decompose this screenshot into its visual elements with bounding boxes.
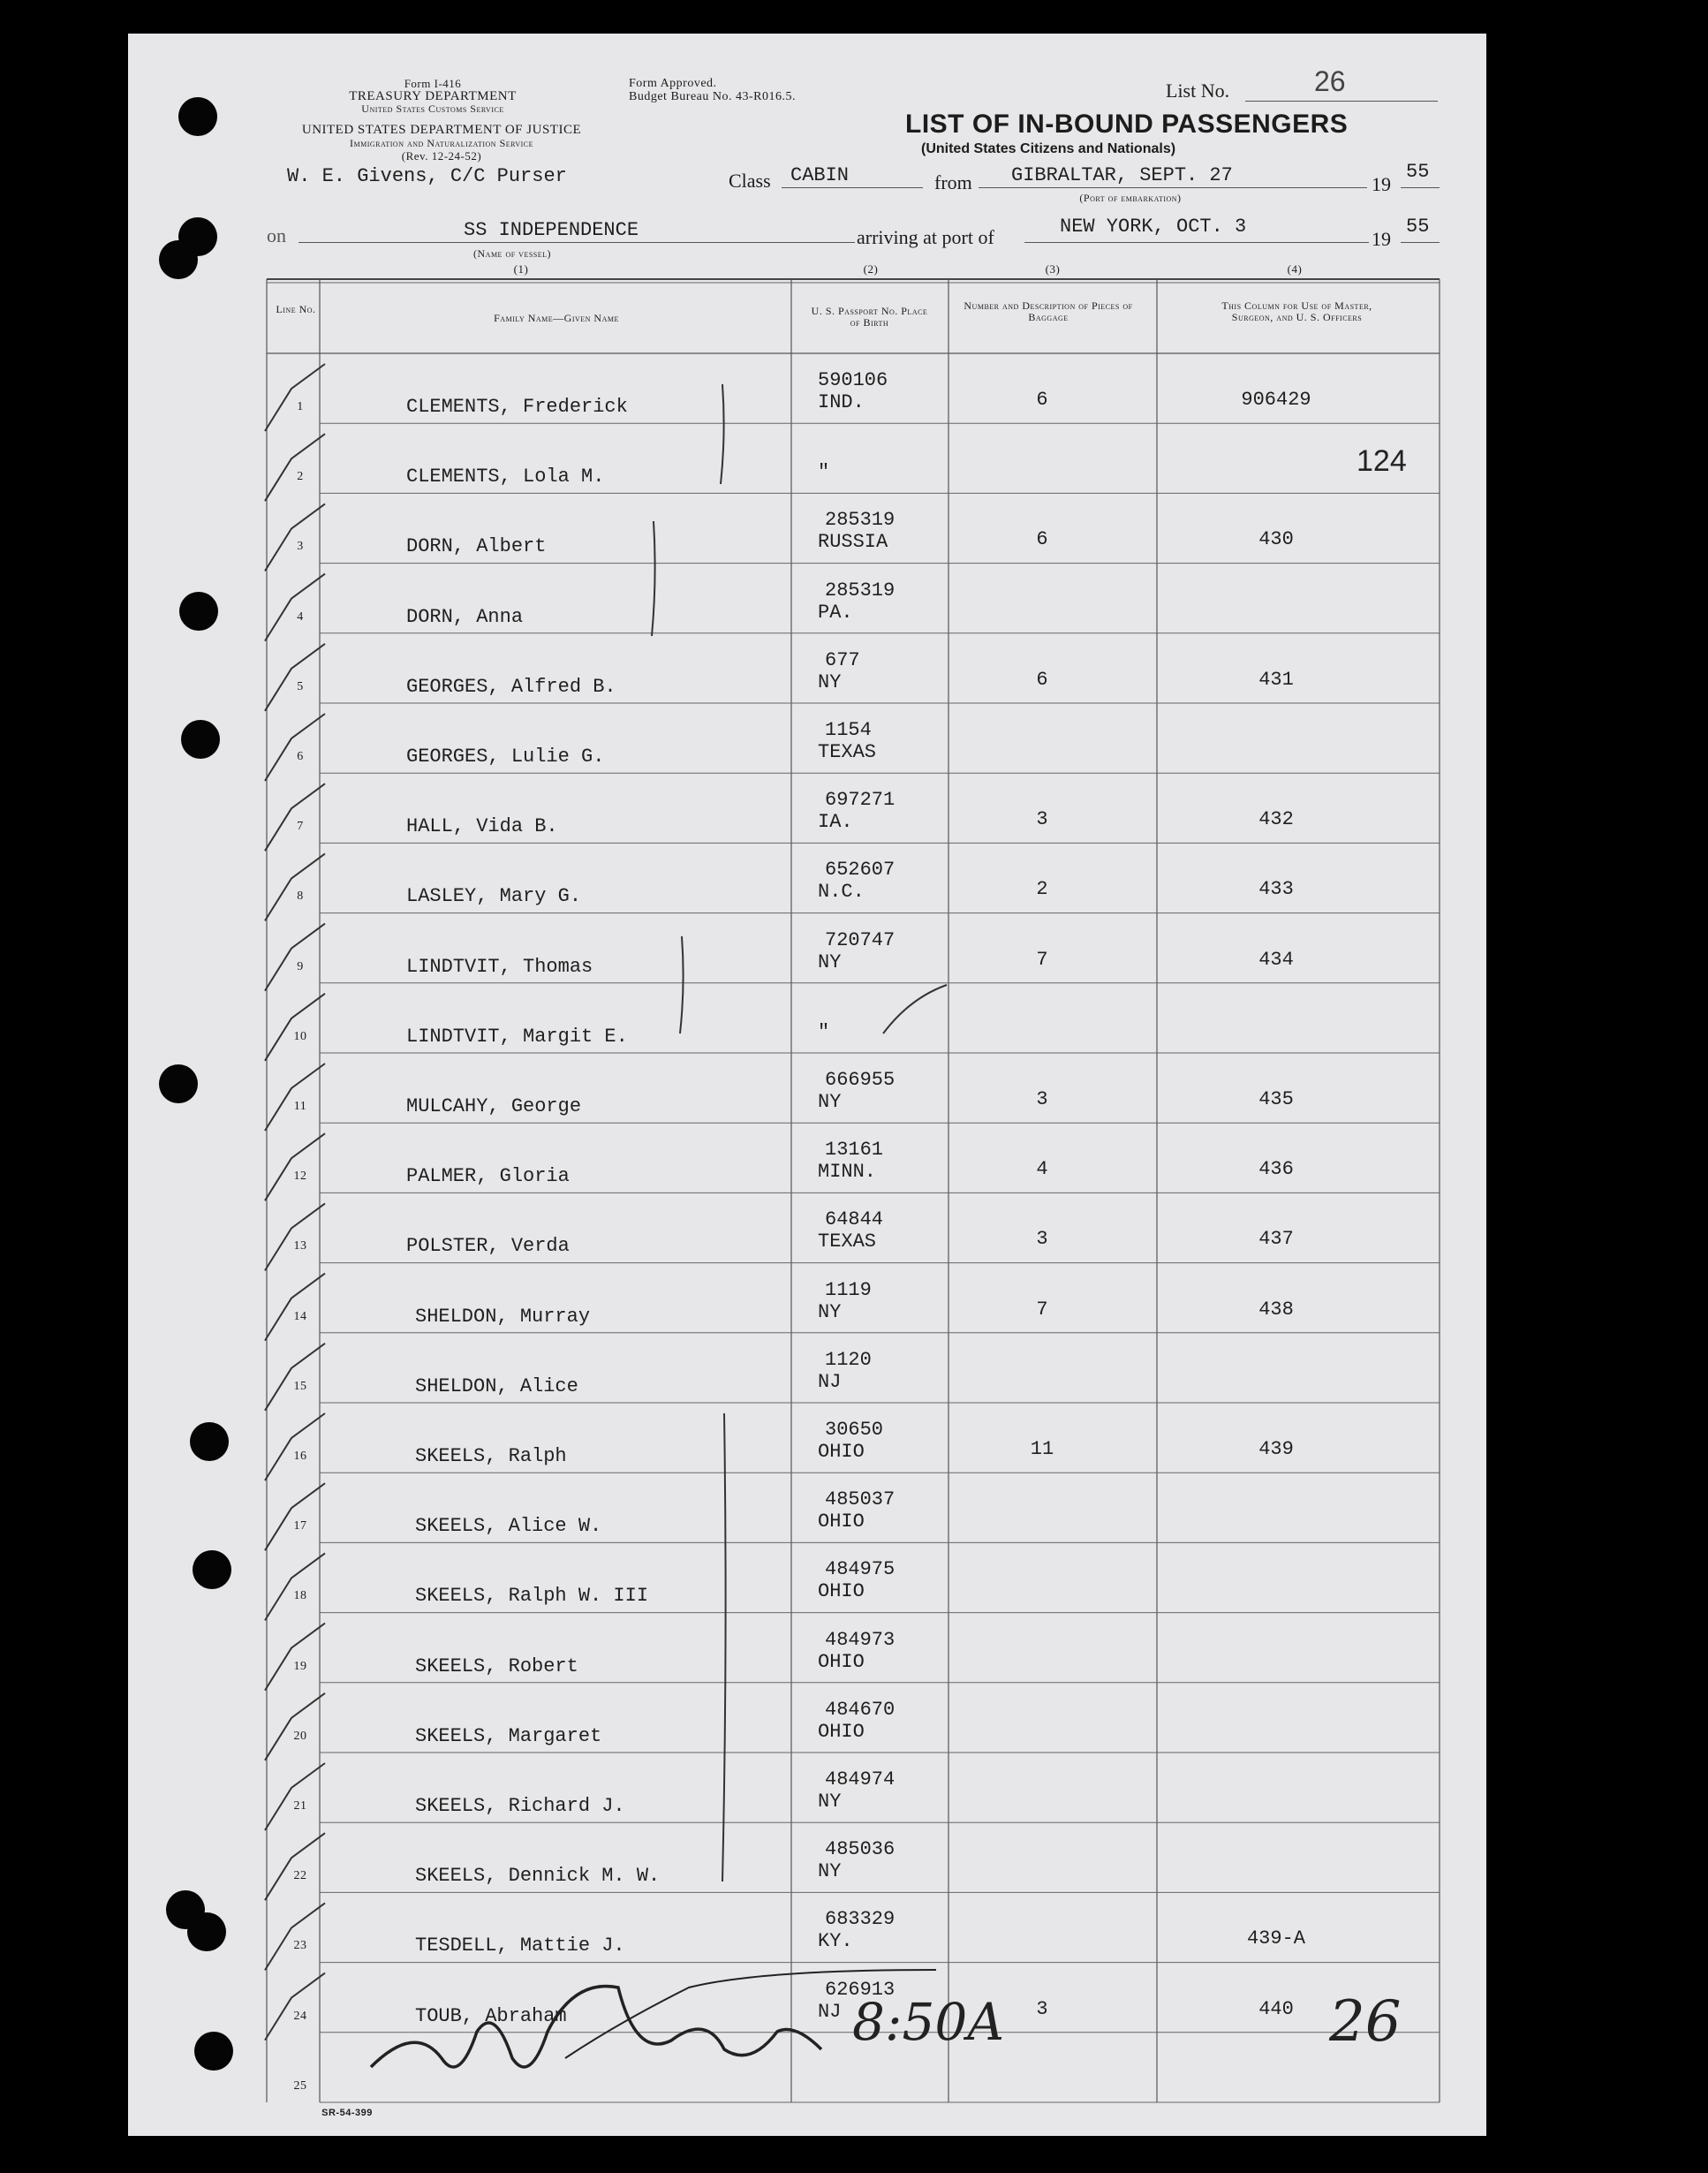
passenger-name: DORN, Albert bbox=[406, 535, 547, 558]
family-bracket bbox=[652, 521, 655, 636]
check-mark bbox=[265, 1344, 325, 1411]
passenger-name: SKEELS, Ralph W. III bbox=[415, 1585, 649, 1608]
passport-number: 285319 bbox=[825, 579, 896, 602]
place-of-birth: NY bbox=[818, 1300, 842, 1323]
place-of-birth: TEXAS bbox=[818, 1230, 877, 1253]
baggage-count: 3 bbox=[1036, 1997, 1048, 2020]
passenger-name: SKEELS, Alice W. bbox=[415, 1515, 602, 1538]
place-of-birth: OHIO bbox=[818, 1720, 865, 1743]
signature-time: 8:50A bbox=[852, 1992, 1005, 2052]
officer-number: 436 bbox=[1258, 1158, 1294, 1181]
year-prefix-from: 19 bbox=[1372, 173, 1391, 195]
class-label: Class bbox=[729, 170, 771, 192]
handwritten-count: 124 bbox=[1357, 444, 1407, 478]
check-mark bbox=[265, 574, 325, 641]
year-arrival: 55 bbox=[1406, 216, 1430, 238]
check-mark bbox=[265, 924, 325, 991]
check-mark bbox=[265, 1624, 325, 1691]
place-of-birth: KY. bbox=[818, 1930, 853, 1953]
check-mark bbox=[265, 1693, 325, 1760]
check-mark bbox=[265, 1833, 325, 1900]
check-mark bbox=[265, 1903, 325, 1970]
place-of-birth: RUSSIA bbox=[818, 531, 888, 554]
row-line-number: 24 bbox=[293, 2009, 307, 2023]
officer-number: 906429 bbox=[1241, 389, 1311, 411]
family-bracket bbox=[721, 384, 724, 484]
form-code: SR-54-399 bbox=[321, 2108, 373, 2118]
passport-number: 1154 bbox=[825, 719, 872, 741]
baggage-count: 6 bbox=[1036, 389, 1048, 411]
header-line-no: Line No. bbox=[276, 303, 316, 315]
place-of-birth: " bbox=[818, 461, 830, 484]
vessel-caption: (Name of vessel) bbox=[473, 247, 551, 260]
baggage-count: 11 bbox=[1030, 1438, 1054, 1460]
place-of-birth: NJ bbox=[818, 1370, 842, 1393]
place-of-birth: NY bbox=[818, 1791, 842, 1813]
purser-name: W. E. Givens, C/C Purser bbox=[287, 165, 567, 187]
check-mark bbox=[265, 1064, 325, 1131]
justice-dept: UNITED STATES DEPARTMENT OF JUSTICE bbox=[301, 123, 582, 137]
row-line-number: 6 bbox=[297, 750, 304, 763]
passenger-name: SHELDON, Alice bbox=[415, 1374, 578, 1397]
place-of-birth: NY bbox=[818, 1860, 842, 1883]
passenger-name: POLSTER, Verda bbox=[406, 1235, 570, 1258]
check-mark bbox=[265, 714, 325, 781]
check-mark bbox=[265, 504, 325, 571]
check-mark bbox=[265, 1133, 325, 1200]
passenger-name: LINDTVIT, Thomas bbox=[406, 955, 593, 978]
check-mark bbox=[265, 1483, 325, 1550]
place-of-birth: NJ bbox=[818, 2000, 842, 2023]
passenger-name: DORN, Anna bbox=[406, 605, 524, 628]
baggage-count: 6 bbox=[1036, 668, 1048, 691]
row-line-number: 8 bbox=[297, 890, 304, 904]
col-num-2: (2) bbox=[863, 262, 879, 276]
row-line-number: 3 bbox=[297, 540, 304, 554]
form-number: Form I-416 bbox=[404, 77, 462, 90]
officer-number: 438 bbox=[1258, 1298, 1294, 1321]
year-prefix-arrival: 19 bbox=[1372, 228, 1391, 250]
row-line-number: 25 bbox=[293, 2078, 307, 2093]
officer-number: 431 bbox=[1258, 668, 1294, 691]
passport-number: 285319 bbox=[825, 509, 896, 532]
row-line-number: 12 bbox=[293, 1170, 307, 1184]
passport-number: 64844 bbox=[825, 1208, 884, 1231]
officer-number: 434 bbox=[1258, 948, 1294, 971]
baggage-count: 3 bbox=[1036, 808, 1048, 831]
passport-number: 697271 bbox=[825, 789, 896, 812]
place-of-birth: N.C. bbox=[818, 881, 865, 904]
place-of-birth: PA. bbox=[818, 601, 853, 624]
col-num-1: (1) bbox=[513, 262, 529, 276]
officer-number: 439 bbox=[1258, 1438, 1294, 1460]
vessel-name: SS INDEPENDENCE bbox=[464, 219, 639, 241]
check-mark bbox=[265, 784, 325, 851]
row-line-number: 22 bbox=[293, 1869, 307, 1883]
officer-number: 439-A bbox=[1246, 1927, 1305, 1950]
baggage-count: 4 bbox=[1036, 1158, 1048, 1181]
ins-service: Immigration and Naturalization Service bbox=[349, 137, 533, 149]
row-line-number: 4 bbox=[297, 610, 304, 624]
check-mark bbox=[265, 434, 325, 501]
passenger-name: SKEELS, Ralph bbox=[415, 1445, 567, 1467]
budget-bureau: Budget Bureau No. 43-R016.5. bbox=[629, 90, 796, 103]
customs-service: United States Customs Service bbox=[361, 102, 504, 115]
passport-number: 626913 bbox=[825, 1978, 896, 2001]
place-of-birth: TEXAS bbox=[818, 741, 877, 763]
document-subtitle: (United States Citizens and Nationals) bbox=[921, 141, 1176, 156]
header-officers: This Column for Use of Master, Surgeon, and U. S. Officers bbox=[1221, 299, 1372, 323]
passenger-name: SHELDON, Murray bbox=[415, 1305, 591, 1328]
row-line-number: 14 bbox=[293, 1309, 307, 1323]
officer-number: 432 bbox=[1258, 808, 1294, 831]
check-mark bbox=[265, 1763, 325, 1830]
place-of-birth: IND. bbox=[818, 391, 865, 413]
passport-number: 485036 bbox=[825, 1838, 896, 1861]
passenger-name: HALL, Vida B. bbox=[406, 815, 558, 838]
passport-number: 484975 bbox=[825, 1558, 896, 1581]
passport-number: 666955 bbox=[825, 1069, 896, 1091]
place-of-birth: MINN. bbox=[818, 1161, 877, 1184]
check-mark bbox=[265, 644, 325, 711]
passenger-name: CLEMENTS, Lola M. bbox=[406, 466, 605, 488]
document-title: LIST OF IN-BOUND PASSENGERS bbox=[905, 110, 1349, 139]
port-of-embarkation: GIBRALTAR, SEPT. 27 bbox=[1011, 164, 1233, 186]
passenger-name: TOUB, Abraham bbox=[415, 2004, 567, 2027]
passenger-name: SKEELS, Dennick M. W. bbox=[415, 1865, 661, 1888]
passport-number: 13161 bbox=[825, 1139, 884, 1162]
baggage-count: 3 bbox=[1036, 1228, 1048, 1251]
passenger-name: SKEELS, Margaret bbox=[415, 1724, 602, 1747]
check-mark bbox=[265, 994, 325, 1061]
row-line-number: 18 bbox=[293, 1589, 307, 1603]
place-of-birth: NY bbox=[818, 1091, 842, 1113]
row-line-number: 11 bbox=[293, 1100, 307, 1113]
baggage-count: 7 bbox=[1036, 1298, 1048, 1321]
family-bracket bbox=[680, 936, 684, 1034]
passenger-name: SKEELS, Robert bbox=[415, 1654, 578, 1677]
passenger-name: TESDELL, Mattie J. bbox=[415, 1934, 625, 1957]
header-family-name: Family Name—Given Name bbox=[494, 312, 619, 324]
check-mark bbox=[265, 1203, 325, 1270]
passenger-name: PALMER, Gloria bbox=[406, 1165, 570, 1188]
arriving-label: arriving at port of bbox=[857, 226, 994, 248]
row-line-number: 15 bbox=[293, 1379, 307, 1393]
passport-number: 30650 bbox=[825, 1419, 884, 1441]
passport-number: 484973 bbox=[825, 1628, 896, 1651]
list-no-value: 26 bbox=[1314, 65, 1346, 97]
row-line-number: 10 bbox=[293, 1029, 307, 1043]
arrival-port: NEW YORK, OCT. 3 bbox=[1060, 216, 1247, 238]
form-approved: Form Approved. bbox=[629, 77, 717, 90]
row-line-number: 13 bbox=[293, 1239, 307, 1253]
port-embark-caption: (Port of embarkation) bbox=[1079, 192, 1182, 204]
check-mark bbox=[265, 364, 325, 431]
from-label: from bbox=[934, 171, 972, 193]
row-line-number: 16 bbox=[293, 1450, 307, 1463]
passenger-name: MULCAHY, George bbox=[406, 1095, 582, 1117]
baggage-count: 6 bbox=[1036, 528, 1048, 551]
check-mark bbox=[265, 853, 325, 920]
passport-number: 1119 bbox=[825, 1278, 872, 1301]
header-passport: U. S. Passport No. Place of Birth bbox=[811, 305, 928, 329]
baggage-count: 7 bbox=[1036, 948, 1048, 971]
row-line-number: 5 bbox=[297, 679, 304, 693]
row-line-number: 9 bbox=[297, 959, 304, 973]
passenger-name: LINDTVIT, Margit E. bbox=[406, 1025, 628, 1048]
col-num-4: (4) bbox=[1287, 262, 1303, 276]
passport-number: 652607 bbox=[825, 859, 896, 882]
handwritten-bottom-count: 26 bbox=[1329, 1989, 1402, 2055]
form-revision: (Rev. 12-24-52) bbox=[401, 149, 482, 163]
year-from: 55 bbox=[1406, 161, 1430, 183]
passenger-name: SKEELS, Richard J. bbox=[415, 1795, 625, 1817]
place-of-birth: IA. bbox=[818, 811, 853, 834]
place-of-birth: OHIO bbox=[818, 1510, 865, 1533]
row-line-number: 1 bbox=[297, 400, 304, 413]
passport-number: 590106 bbox=[818, 369, 888, 391]
header-baggage: Number and Description of Pieces of Baggage bbox=[964, 299, 1133, 323]
passenger-name: GEORGES, Alfred B. bbox=[406, 675, 616, 698]
family-bracket bbox=[722, 1413, 726, 1882]
check-mark bbox=[265, 1274, 325, 1341]
row-line-number: 7 bbox=[297, 820, 304, 834]
officer-number: 437 bbox=[1258, 1228, 1294, 1251]
row-line-number: 2 bbox=[297, 470, 304, 484]
place-of-birth: OHIO bbox=[818, 1441, 865, 1463]
place-of-birth: " bbox=[818, 1020, 830, 1043]
place-of-birth: NY bbox=[818, 950, 842, 973]
on-label: on bbox=[267, 224, 286, 246]
officer-number: 433 bbox=[1258, 878, 1294, 901]
check-mark bbox=[265, 1553, 325, 1620]
baggage-count: 3 bbox=[1036, 1088, 1048, 1110]
check-mark bbox=[265, 1413, 325, 1480]
passport-number: 484974 bbox=[825, 1768, 896, 1791]
check-mark bbox=[265, 1973, 325, 2040]
list-no-label: List No. bbox=[1166, 80, 1230, 102]
tick-stroke bbox=[883, 985, 947, 1034]
row-line-number: 19 bbox=[293, 1659, 307, 1673]
officer-number: 435 bbox=[1258, 1088, 1294, 1110]
officer-number: 430 bbox=[1258, 528, 1294, 551]
passenger-name: GEORGES, Lulie G. bbox=[406, 746, 605, 768]
baggage-count: 2 bbox=[1036, 878, 1048, 901]
row-line-number: 21 bbox=[293, 1799, 307, 1813]
treasury-dept: TREASURY DEPARTMENT bbox=[349, 89, 517, 103]
passenger-name: LASLEY, Mary G. bbox=[406, 885, 582, 908]
row-line-number: 20 bbox=[293, 1729, 307, 1743]
passport-number: 485037 bbox=[825, 1488, 896, 1511]
class-value: CABIN bbox=[790, 164, 850, 186]
passport-number: 1120 bbox=[825, 1348, 872, 1371]
passport-number: 484670 bbox=[825, 1698, 896, 1721]
passport-number: 683329 bbox=[825, 1908, 896, 1931]
place-of-birth: NY bbox=[818, 670, 842, 693]
place-of-birth: OHIO bbox=[818, 1580, 865, 1603]
passport-number: 720747 bbox=[825, 928, 896, 951]
passenger-name: CLEMENTS, Frederick bbox=[406, 396, 628, 418]
row-line-number: 17 bbox=[293, 1519, 307, 1533]
place-of-birth: OHIO bbox=[818, 1650, 865, 1673]
passport-number: 677 bbox=[825, 648, 860, 671]
row-line-number: 23 bbox=[293, 1939, 307, 1953]
col-num-3: (3) bbox=[1045, 262, 1061, 276]
officer-number: 440 bbox=[1258, 1997, 1294, 2020]
